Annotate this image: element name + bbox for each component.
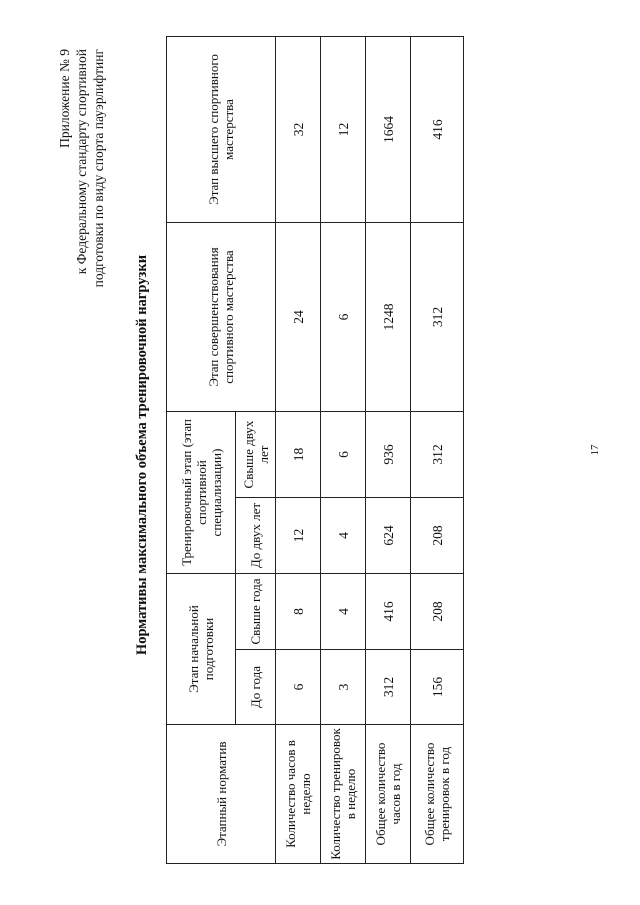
header-group-highest: Этап высшего спортивного мастерства xyxy=(167,37,276,223)
header-training-over-two: Свыше двух лет xyxy=(236,412,276,498)
row-label: Количество часов в неделю xyxy=(276,725,321,864)
appendix-line-1: Приложение № 9 xyxy=(57,49,72,148)
row-label: Количество тренировок в неделю xyxy=(321,725,366,864)
table-cell: 1664 xyxy=(366,37,411,223)
table-cell: 312 xyxy=(411,223,464,412)
appendix-header xyxy=(56,49,107,569)
table-row xyxy=(366,37,411,864)
table-cell: 18 xyxy=(276,412,321,498)
table-cell: 4 xyxy=(321,574,366,650)
table-cell: 12 xyxy=(276,498,321,574)
table-cell: 208 xyxy=(411,574,464,650)
header-group-initial: Этап начальной подготовки xyxy=(167,574,236,725)
table-row xyxy=(321,37,366,864)
appendix-line-2: к Федеральному стандарту спортивной xyxy=(74,49,89,275)
table-title: Нормативы максимального объема тренировочной нагрузки xyxy=(134,254,150,656)
table-cell: 936 xyxy=(366,412,411,498)
table-cell: 6 xyxy=(276,650,321,725)
table-cell: 312 xyxy=(411,412,464,498)
table-cell: 24 xyxy=(276,223,321,412)
table-cell: 32 xyxy=(276,37,321,223)
training-load-table xyxy=(166,36,464,864)
header-group-perfection: Этап совершенствования спортивного мастерства xyxy=(167,223,276,412)
table-row xyxy=(411,37,464,864)
table-cell: 6 xyxy=(321,223,366,412)
table-row xyxy=(276,37,321,864)
table-cell: 1248 xyxy=(366,223,411,412)
header-initial-over-year: Свыше года xyxy=(236,574,276,650)
header-row-groups xyxy=(167,37,236,864)
table-cell: 416 xyxy=(411,37,464,223)
row-label: Общее количество часов в год xyxy=(366,725,411,864)
header-group-training: Тренировочный этап (этап спортивной специализации) xyxy=(167,412,236,574)
table-cell: 416 xyxy=(366,574,411,650)
table-cell: 312 xyxy=(366,650,411,725)
header-norm: Этапный норматив xyxy=(167,725,276,864)
table-cell: 4 xyxy=(321,498,366,574)
table-cell: 156 xyxy=(411,650,464,725)
page-number: 17 xyxy=(589,444,601,456)
table-cell: 6 xyxy=(321,412,366,498)
table-cell: 8 xyxy=(276,574,321,650)
table-cell: 208 xyxy=(411,498,464,574)
row-label: Общее количество тренировок в год xyxy=(411,725,464,864)
header-training-up-to-two: До двух лет xyxy=(236,498,276,574)
header-initial-up-to-year: До года xyxy=(236,650,276,725)
table-cell: 12 xyxy=(321,37,366,223)
appendix-line-3: подготовки по виду спорта пауэрлифтинг xyxy=(91,49,106,288)
table-cell: 3 xyxy=(321,650,366,725)
table-cell: 624 xyxy=(366,498,411,574)
